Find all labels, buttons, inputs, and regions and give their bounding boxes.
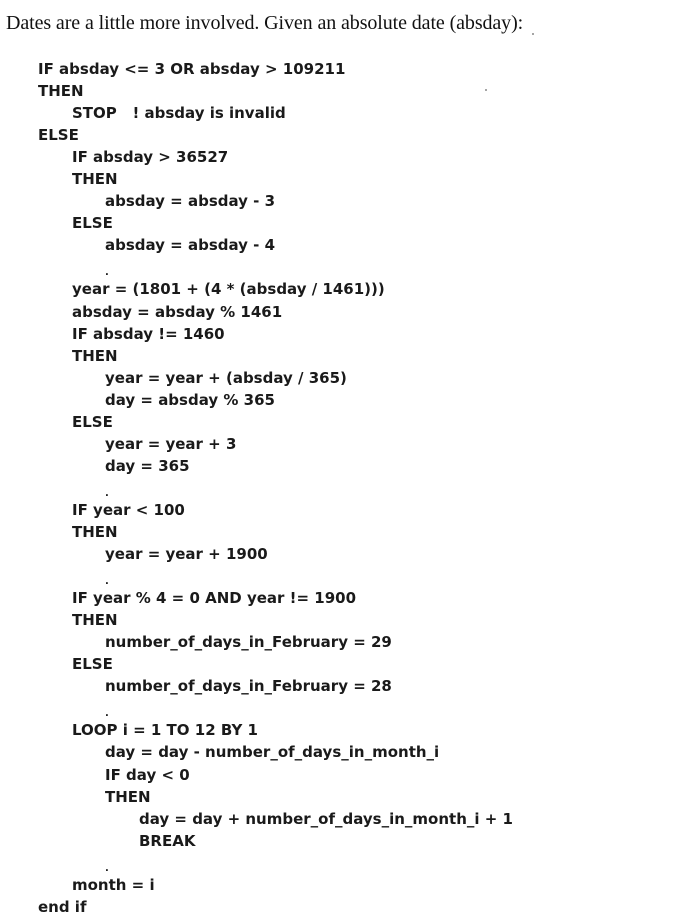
code-line xyxy=(0,102,513,124)
code-text: absday = absday - 3 xyxy=(105,192,276,211)
code-line xyxy=(0,521,513,543)
code-line xyxy=(0,830,513,852)
code-line xyxy=(0,367,513,389)
block-end-marker xyxy=(0,477,513,499)
block-end-marker xyxy=(0,565,513,587)
code-text: THEN xyxy=(72,346,118,365)
code-line xyxy=(0,234,513,256)
code-text: end if xyxy=(38,897,87,916)
code-line xyxy=(0,874,513,896)
code-text: LOOP i = 1 TO 12 BY 1 xyxy=(72,721,258,740)
code-line xyxy=(0,653,513,675)
code-line xyxy=(0,345,513,367)
code-line xyxy=(0,190,513,212)
code-text: year = year + (absday / 365) xyxy=(105,368,347,387)
code-line xyxy=(0,896,513,918)
code-line xyxy=(0,389,513,411)
code-text: ELSE xyxy=(72,655,113,674)
code-text: day = absday % 365 xyxy=(105,390,275,409)
code-text: day = day + number_of_days_in_month_i + 1 xyxy=(139,809,513,828)
code-line xyxy=(0,323,513,345)
code-text: STOP ! absday is invalid xyxy=(72,104,286,123)
code-text: . xyxy=(105,862,109,874)
code-text: IF absday != 1460 xyxy=(72,324,225,343)
code-text: IF day < 0 xyxy=(105,765,190,784)
intro-paragraph: Dates are a little more involved. Given an absolute date (absday): xyxy=(6,12,524,34)
code-text: year = year + 3 xyxy=(105,434,237,453)
code-text: THEN xyxy=(38,82,84,101)
code-line xyxy=(0,124,513,146)
code-text: THEN xyxy=(72,611,118,630)
code-line xyxy=(0,499,513,521)
code-line xyxy=(0,301,513,323)
code-line xyxy=(0,675,513,697)
code-text: BREAK xyxy=(139,831,196,850)
code-text: ELSE xyxy=(38,126,79,145)
code-line xyxy=(0,146,513,168)
block-end-marker xyxy=(0,256,513,278)
code-text: ELSE xyxy=(72,412,113,431)
scan-speck xyxy=(485,89,487,91)
code-text: IF absday > 36527 xyxy=(72,148,229,167)
code-line xyxy=(0,719,513,741)
code-text: . xyxy=(105,487,109,499)
scan-speck xyxy=(532,33,534,35)
code-text: . xyxy=(105,576,109,588)
code-line xyxy=(0,278,513,300)
code-line xyxy=(0,168,513,190)
block-end-marker xyxy=(0,852,513,874)
code-line xyxy=(0,786,513,808)
pseudocode-block xyxy=(0,58,513,918)
code-text: IF year % 4 = 0 AND year != 1900 xyxy=(72,589,357,608)
code-line xyxy=(0,609,513,631)
code-text: IF absday <= 3 OR absday > 109211 xyxy=(38,60,346,78)
code-text: THEN xyxy=(105,787,151,806)
code-text: day = 365 xyxy=(105,456,190,475)
code-text: year = (1801 + (4 * (absday / 1461))) xyxy=(72,280,385,299)
code-text: THEN xyxy=(72,170,118,189)
code-line xyxy=(0,455,513,477)
code-line xyxy=(0,543,513,565)
code-line xyxy=(0,411,513,433)
code-line xyxy=(0,808,513,830)
code-line xyxy=(0,587,513,609)
code-text: absday = absday - 4 xyxy=(105,236,276,255)
code-line xyxy=(0,80,513,102)
code-line xyxy=(0,212,513,234)
code-text: . xyxy=(105,708,109,720)
code-text: day = day - number_of_days_in_month_i xyxy=(105,743,440,762)
code-line xyxy=(0,58,513,80)
code-text: month = i xyxy=(72,875,155,894)
code-line xyxy=(0,631,513,653)
code-text: . xyxy=(105,267,109,279)
code-text: ELSE xyxy=(72,214,113,233)
code-text: number_of_days_in_February = 28 xyxy=(105,677,392,696)
code-line xyxy=(0,741,513,763)
code-line xyxy=(0,764,513,786)
block-end-marker xyxy=(0,697,513,719)
code-text: number_of_days_in_February = 29 xyxy=(105,633,392,652)
code-text: IF year < 100 xyxy=(72,500,185,519)
code-line xyxy=(0,433,513,455)
code-text: THEN xyxy=(72,522,118,541)
code-text: absday = absday % 1461 xyxy=(72,302,283,321)
code-text: year = year + 1900 xyxy=(105,545,268,564)
